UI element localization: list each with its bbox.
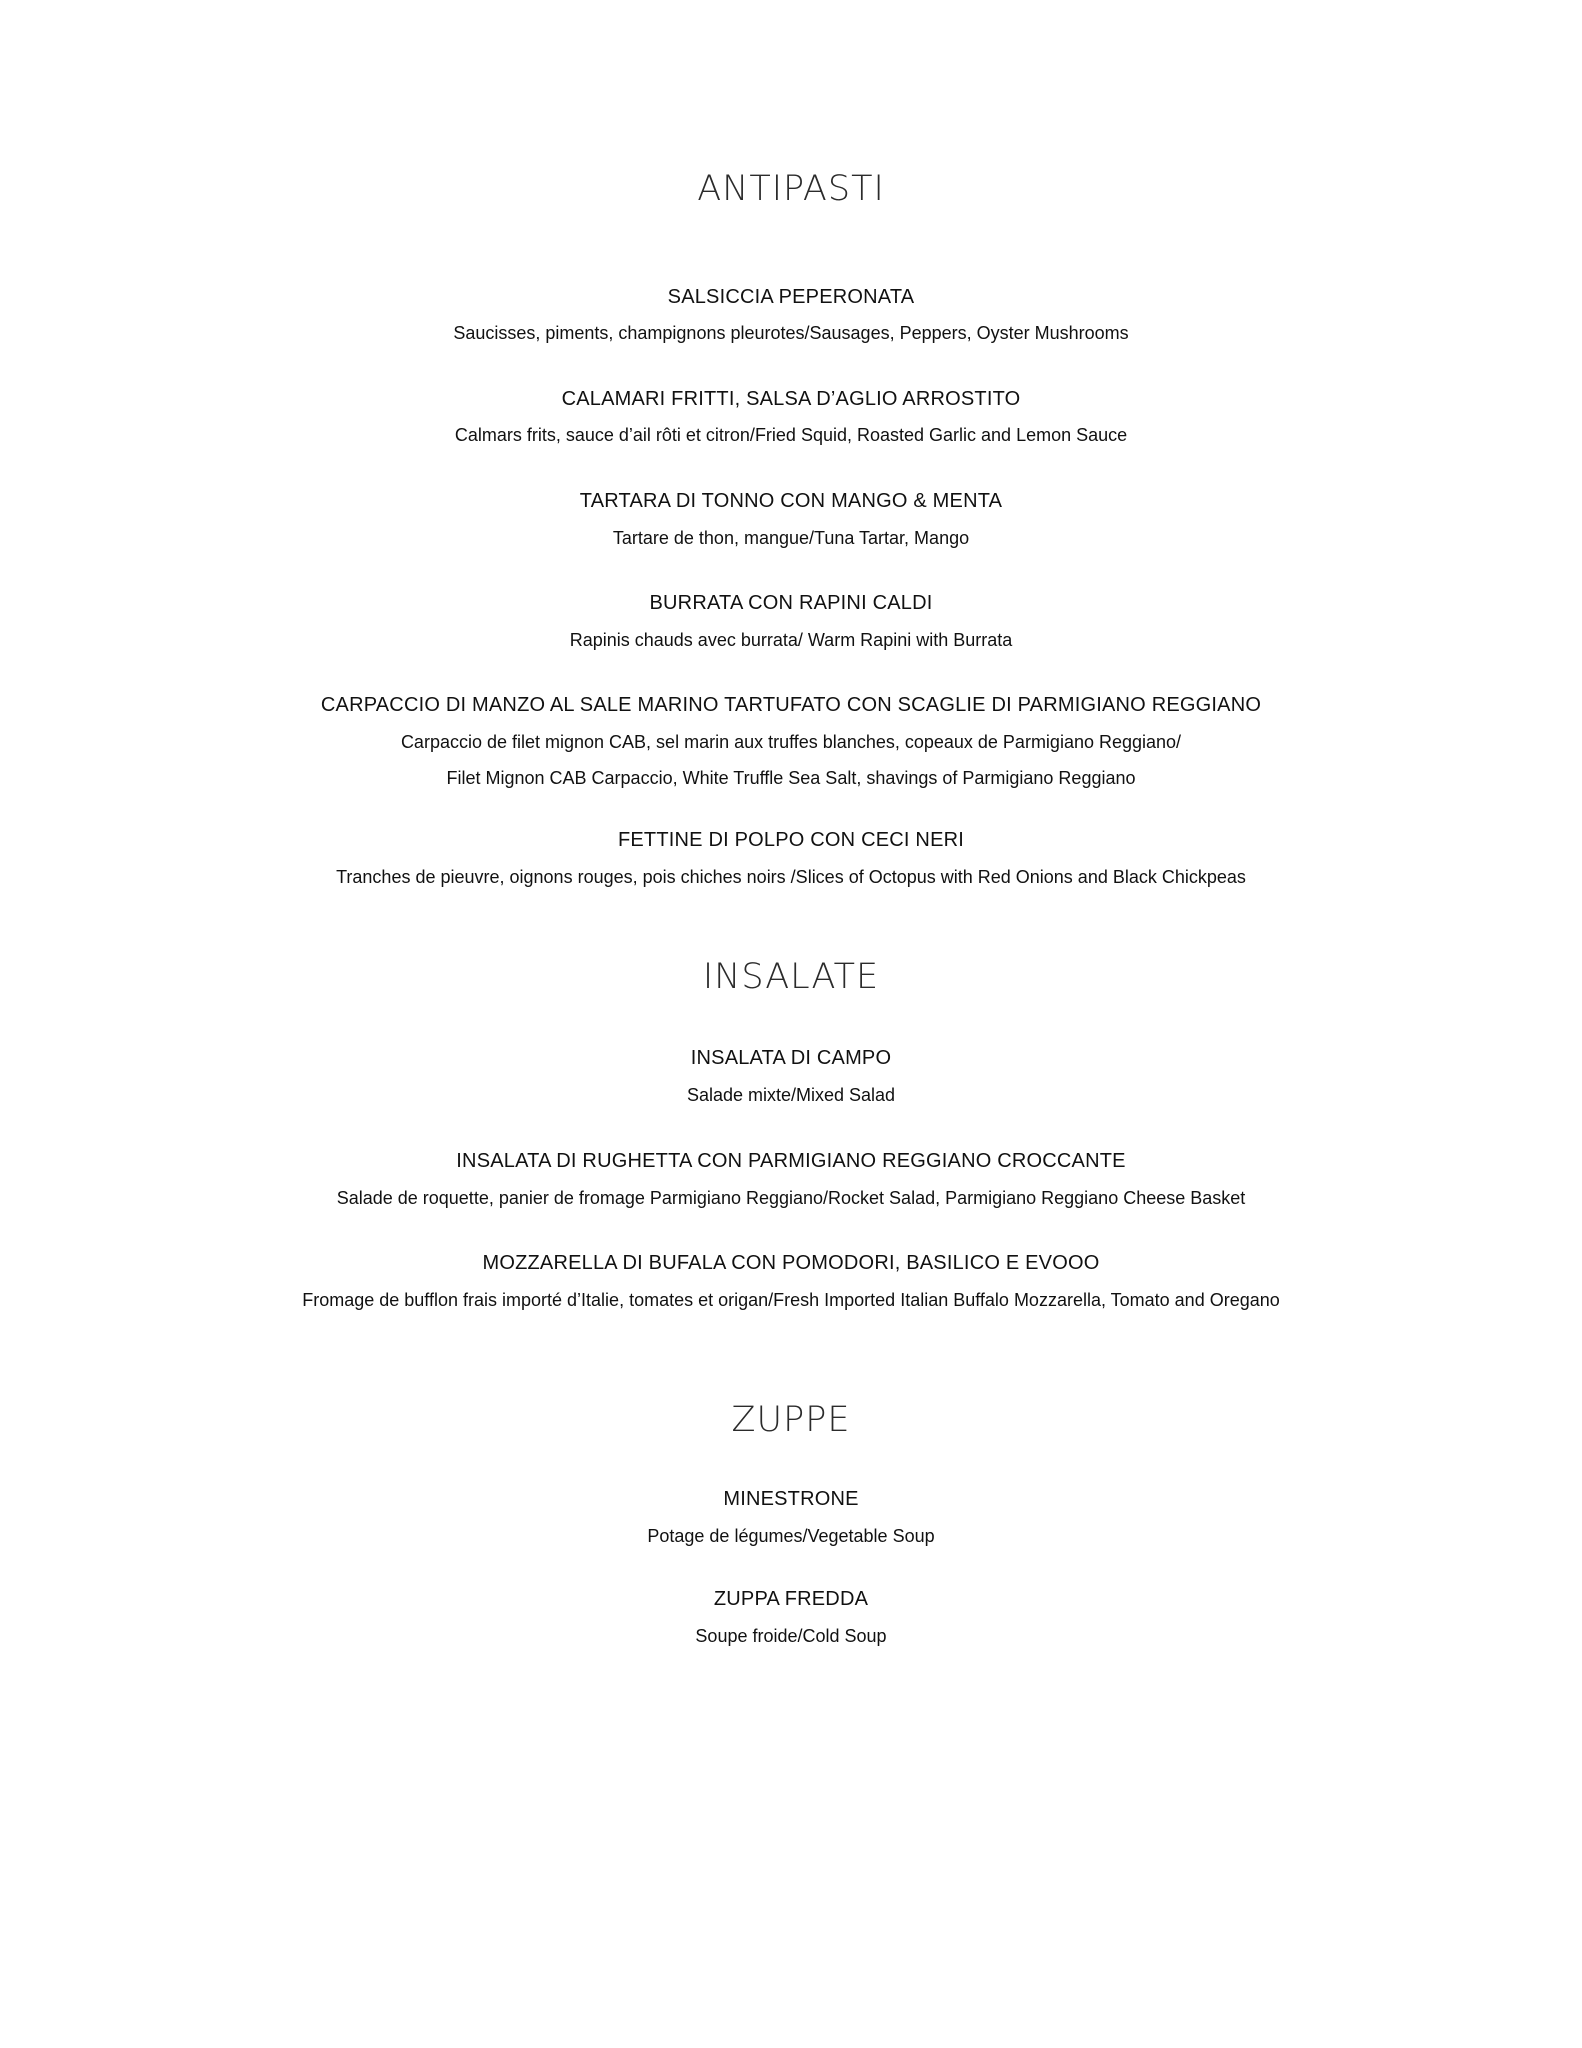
- menu-item-description: Salade mixte/Mixed Salad: [686, 1085, 896, 1105]
- section-title-antipasti: ANTIPASTI: [697, 169, 885, 209]
- menu-item-description: Filet Mignon CAB Carpaccio, White Truffle Sea Salt, shavings of Parmigiano Reggiano: [446, 768, 1136, 788]
- menu-item-name: TARTARA DI TONNO CON MANGO & MENTA: [579, 490, 1003, 512]
- menu-item-name: SALSICCIA PEPERONATA: [667, 286, 915, 308]
- menu-item-description: Carpaccio de filet mignon CAB, sel marin aux truffes blanches, copeaux de Parmigiano Reggiano/: [400, 732, 1182, 752]
- menu-item-description: Potage de légumes/Vegetable Soup: [647, 1526, 935, 1546]
- menu-item-description: Rapinis chauds avec burrata/ Warm Rapini with Burrata: [569, 630, 1013, 650]
- menu-item-name: MINESTRONE: [723, 1488, 859, 1510]
- menu-item-description: Saucisses, piments, champignons pleurotes/Sausages, Peppers, Oyster Mushrooms: [453, 323, 1129, 343]
- menu-item-name: BURRATA CON RAPINI CALDI: [649, 592, 933, 614]
- menu-item-name: FETTINE DI POLPO CON CECI NERI: [617, 829, 965, 851]
- menu-item-description: Soupe froide/Cold Soup: [695, 1626, 887, 1646]
- menu-item-description: Calmars frits, sauce d’ail rôti et citron/Fried Squid, Roasted Garlic and Lemon Sauce: [454, 425, 1128, 445]
- menu-item-name: ZUPPA FREDDA: [713, 1588, 869, 1610]
- menu-item-description: Fromage de bufflon frais importé d’Italie, tomates et origan/Fresh Imported Italian Buffalo Mozzarella, Tomato and Oregano: [302, 1290, 1280, 1310]
- section-title-insalate: INSALATE: [702, 957, 880, 997]
- menu-item-name: CARPACCIO DI MANZO AL SALE MARINO TARTUFATO CON SCAGLIE DI PARMIGIANO REGGIANO: [320, 694, 1262, 716]
- menu-item-description: Salade de roquette, panier de fromage Parmigiano Reggiano/Rocket Salad, Parmigiano Reggiano Cheese Basket: [336, 1188, 1246, 1208]
- menu-item-name: INSALATA DI CAMPO: [690, 1047, 892, 1069]
- menu-item-description: Tranches de pieuvre, oignons rouges, pois chiches noirs /Slices of Octopus with Red Onions and Black Chickpeas: [336, 867, 1246, 887]
- section-title-zuppe: ZUPPE: [731, 1400, 851, 1440]
- menu-item-description: Tartare de thon, mangue/Tuna Tartar, Mango: [612, 528, 970, 548]
- menu-item-name: INSALATA DI RUGHETTA CON PARMIGIANO REGGIANO CROCCANTE: [456, 1150, 1126, 1172]
- menu-item-name: MOZZARELLA DI BUFALA CON POMODORI, BASILICO E EVOOO: [482, 1252, 1100, 1274]
- menu-item-name: CALAMARI FRITTI, SALSA D’AGLIO ARROSTITO: [561, 388, 1021, 410]
